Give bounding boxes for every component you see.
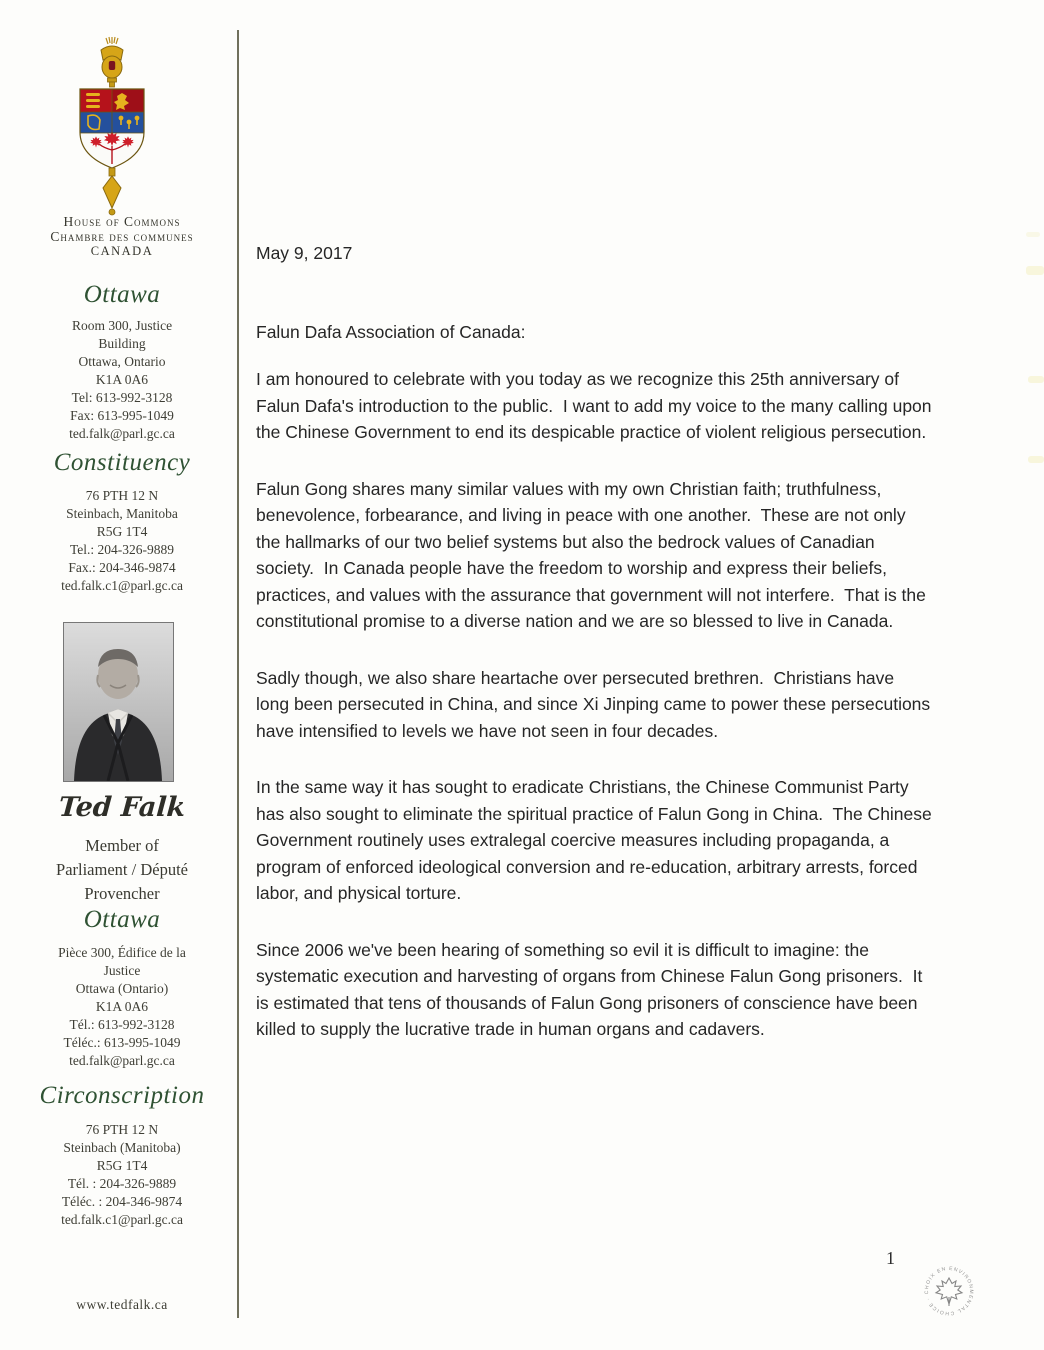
address-line: Building bbox=[98, 336, 146, 351]
org-name-en: House of Commons bbox=[63, 214, 181, 229]
address-line: Pièce 300, Édifice de la bbox=[58, 945, 186, 960]
email-line: ted.falk@parl.gc.ca bbox=[69, 426, 175, 441]
address-line: Ottawa (Ontario) bbox=[75, 981, 169, 996]
letter-date: May 9, 2017 bbox=[256, 243, 353, 263]
ottawa-en-address bbox=[20, 317, 224, 443]
org-country: CANADA bbox=[90, 244, 154, 258]
address-line: 76 PTH 12 N bbox=[85, 1122, 159, 1137]
address-line: Room 300, Justice bbox=[71, 318, 173, 333]
letter-paragraph: Sadly though, we also share heartache over persecuted brethren. Christians have long been persecuted in China, and since Xi Jinping came to power these persecutions have intensified to levels we have not seen in four decades. bbox=[256, 667, 936, 741]
letter-paragraph: In the same way it has sought to eradicate Christians, the Chinese Communist Party has also sought to eliminate the spiritual practice of Falun Gong in China. The Chinese Government routinely uses extralegal coercive measures including propaganda, a program of enforced ideological conversion and re-education, arbitrary arrests, forced labor, and physical torture. bbox=[256, 777, 937, 903]
scan-artifact bbox=[1026, 266, 1044, 275]
fax-line: Téléc.: 613-995-1049 bbox=[63, 1035, 181, 1050]
ottawa-fr-heading: Ottawa bbox=[83, 906, 161, 933]
letter-body bbox=[256, 240, 937, 1073]
circonscription-heading: Circonscription bbox=[39, 1082, 205, 1109]
member-title-block bbox=[20, 834, 224, 906]
email-line: ted.falk.c1@parl.gc.ca bbox=[61, 578, 183, 593]
fax-line: Fax.: 204-346-9874 bbox=[68, 560, 176, 575]
letter-salutation: Falun Dafa Association of Canada: bbox=[256, 321, 526, 342]
phone-line: Tel: 613-992-3128 bbox=[71, 390, 173, 405]
constituency-heading: Constituency bbox=[53, 449, 191, 476]
scan-artifact bbox=[1028, 376, 1044, 383]
ottawa-en-heading: Ottawa bbox=[83, 281, 161, 308]
phone-line: Tel.: 204-326-9889 bbox=[69, 542, 175, 557]
address-line: Steinbach (Manitoba) bbox=[63, 1140, 181, 1155]
phone-line: Tél. : 204-326-9889 bbox=[67, 1176, 177, 1191]
scan-artifact bbox=[1026, 232, 1040, 237]
address-line: K1A 0A6 bbox=[95, 372, 149, 387]
address-line: Steinbach, Manitoba bbox=[66, 506, 178, 521]
crest-pendant bbox=[103, 168, 121, 215]
portrait-illustration bbox=[64, 623, 173, 781]
org-name-block bbox=[20, 214, 224, 259]
crest-crown bbox=[101, 46, 123, 87]
address-line: R5G 1T4 bbox=[96, 524, 148, 539]
address-line: Ottawa, Ontario bbox=[78, 354, 166, 369]
crest-shield bbox=[80, 89, 144, 169]
phone-line: Tél.: 613-992-3128 bbox=[69, 1017, 175, 1032]
address-line: 76 PTH 12 N bbox=[85, 488, 159, 503]
fax-line: Fax: 613-995-1049 bbox=[70, 408, 174, 423]
member-name: Ted Falk bbox=[57, 792, 187, 823]
letter-paragraph: I am honoured to celebrate with you today as we recognize this 25th anniversary of Falun Dafa's introduction to the public. I want to add my voice to the many calling upon the Chinese Government to end its despicable practice of violent religious persecution. bbox=[256, 369, 937, 442]
website-url: www.tedfalk.ca bbox=[76, 1297, 168, 1312]
email-line: ted.falk@parl.gc.ca bbox=[69, 1053, 175, 1068]
member-portrait-photo bbox=[63, 622, 174, 782]
svg-text:ENVIRONMENTAL CHOICE · CHOIX E: ENVIRONMENTAL CHOICE · CHOIX ENVIRONNEMENTAL · bbox=[923, 1265, 975, 1317]
ottawa-fr-address bbox=[20, 944, 224, 1070]
letter-paragraph: Falun Gong shares many similar values with my own Christian faith; truthfulness, benevolence, forbearance, and living in peace with one another. These are not only the hallmarks of our two belief systems but also the bedrock values of Canadian society. In Canada people have the freedom to worship and express their beliefs, practices, and values with the assurance that government will not interfere. That is the constitutional promise to a diverse nation and we are so blessed to live in Canada. bbox=[256, 478, 931, 631]
scan-artifact bbox=[1028, 456, 1044, 463]
member-title-line: Member of bbox=[85, 836, 159, 855]
circonscription-address bbox=[20, 1121, 224, 1229]
address-line: K1A 0A6 bbox=[95, 999, 149, 1014]
house-of-commons-crest-icon bbox=[58, 34, 166, 218]
member-title-line: Parliament / Député bbox=[56, 860, 188, 879]
org-name-fr: Chambre des communes bbox=[50, 229, 194, 244]
fax-line: Téléc. : 204-346-9874 bbox=[61, 1194, 183, 1209]
letter-paragraph: Since 2006 we've been hearing of something so evil it is difficult to imagine: the systematic execution and harvesting of organs from Chinese Falun Gong prisoners. It is estimated that tens of thousands of Falun Gong prisoners of conscience have been killed to supply the lucrative trade in human organs and cadavers. bbox=[256, 939, 928, 1039]
letterhead-divider-line bbox=[237, 30, 239, 1318]
page-number: 1 bbox=[886, 1248, 895, 1268]
member-riding: Provencher bbox=[84, 884, 160, 903]
address-line: Justice bbox=[103, 963, 141, 978]
email-line: ted.falk.c1@parl.gc.ca bbox=[61, 1212, 183, 1227]
constituency-address bbox=[20, 487, 224, 595]
crest-plume bbox=[106, 37, 118, 44]
address-line: R5G 1T4 bbox=[96, 1158, 148, 1173]
environmental-choice-ecologo-icon bbox=[920, 1262, 978, 1320]
ecologo-maple-leaf bbox=[936, 1278, 962, 1306]
